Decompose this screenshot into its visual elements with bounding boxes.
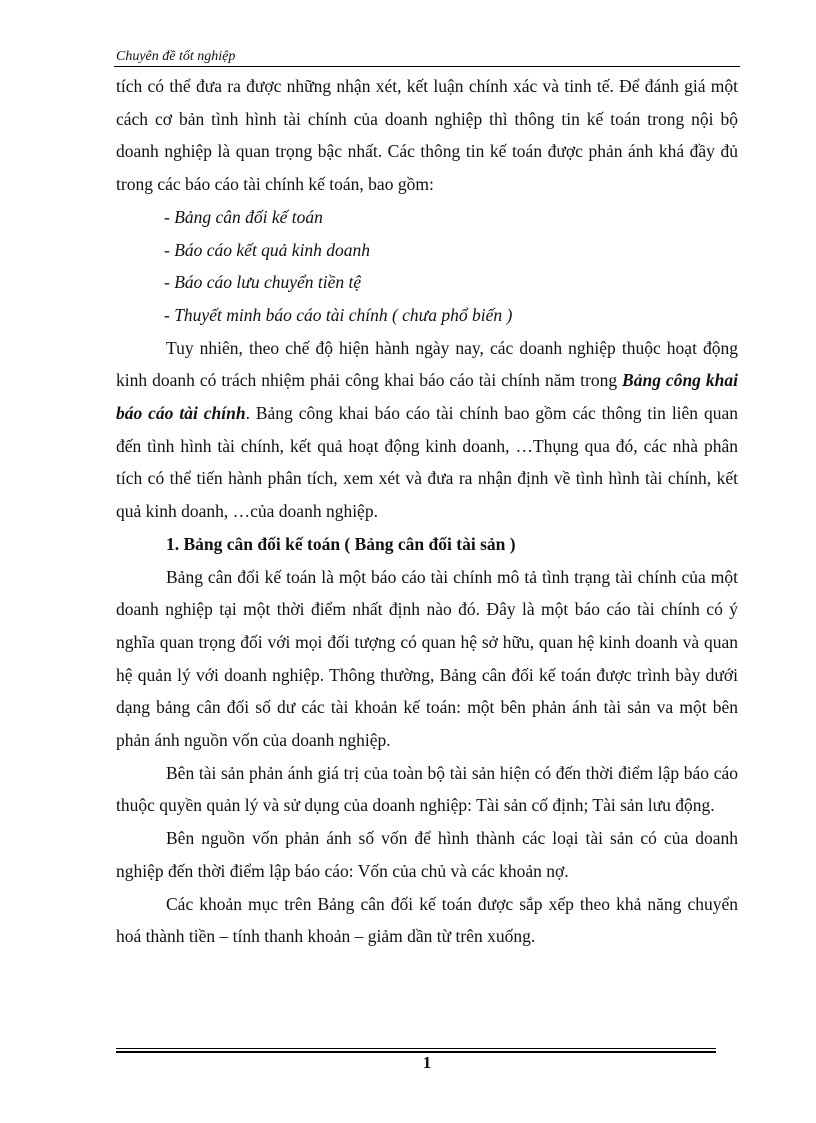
paragraph-capital: Bên nguồn vốn phản ánh số vốn để hình thành các loại tài sản có của doanh nghiệp đến thời điểm lập báo cáo: Vốn của chủ và các khoản nợ. (116, 828, 738, 881)
page-number: 1 (422, 1053, 432, 1072)
footer-divider-top (116, 1048, 716, 1049)
list-item: - Báo cáo lưu chuyển tiền tệ (164, 272, 362, 293)
paragraph-disclosure-end: . Bảng công khai báo cáo tài chính bao gồm các thông tin liên quan đến tình hình tài chính, kết quả hoạt động kinh doanh, …Thụng qua đó, các nhà phân tích có thể tiến hành phân tích, xem xét và đưa ra nhận định về tình hình tài chính, kết quả kinh doanh, …của doanh nghiệp. (116, 403, 738, 522)
emphasis-term: Bảng công khai báo cáo tài chính (116, 370, 738, 424)
section-heading: 1. Bảng cân đối kế toán ( Bảng cân đối tài sản ) (166, 533, 516, 554)
paragraph-balance-sheet: Bảng cân đối kế toán là một báo cáo tài chính mô tả tình trạng tài chính của một doanh nghiệp tại một thời điểm nhất định nào đó. Đây là một báo cáo tài chính có ý nghĩa quan trọng đối với mọi đối tượng có quan hệ sở hữu, quan hệ kinh doanh và quan hệ quản lý với doanh nghiệp. Thông thường, Bảng cân đối kế toán được trình bày dưới dạng bảng cân đối số dư các tài khoản kế toán: một bên phản ánh tài sản va một bên phản ánh nguồn vốn của doanh nghiệp. (116, 566, 738, 751)
list-item: - Thuyết minh báo cáo tài chính ( chưa phổ biến ) (164, 304, 513, 325)
list-item: - Báo cáo kết quả kinh doanh (164, 239, 371, 260)
paragraph-disclosure (116, 332, 738, 528)
body-text (116, 70, 738, 953)
header-divider (114, 66, 740, 67)
paragraph-ordering: Các khoản mục trên Bảng cân đối kế toán được sắp xếp theo khả năng chuyển hoá thành tiền – tính thanh khoản – giảm dần từ trên xuống. (116, 893, 738, 947)
paragraph-intro: tích có thể đưa ra được những nhận xét, kết luận chính xác và tinh tế. Để đánh giá một cách cơ bản tình hình tài chính của doanh nghiệp thì thông tin kế toán trong nội bộ doanh nghiệp là quan trọng bậc nhất. Các thông tin kế toán được phản ánh khá đầy đủ trong các báo cáo tài chính kế toán, bao gồm: (116, 76, 738, 195)
list-item: - Bảng cân đối kế toán (164, 206, 323, 227)
running-header: Chuyên đề tốt nghiệp (116, 49, 236, 64)
paragraph-disclosure-start: Tuy nhiên, theo chế độ hiện hành ngày nay, các doanh nghiệp thuộc hoạt động kinh doanh có trách nhiệm phải công khai báo cáo tài chính năm trong (116, 337, 738, 391)
paragraph-assets: Bên tài sản phản ánh giá trị của toàn bộ tài sản hiện có đến thời điểm lập báo cáo thuộc quyền quản lý và sử dụng của doanh nghiệp: Tài sản cố định; Tài sản lưu động. (116, 762, 738, 816)
